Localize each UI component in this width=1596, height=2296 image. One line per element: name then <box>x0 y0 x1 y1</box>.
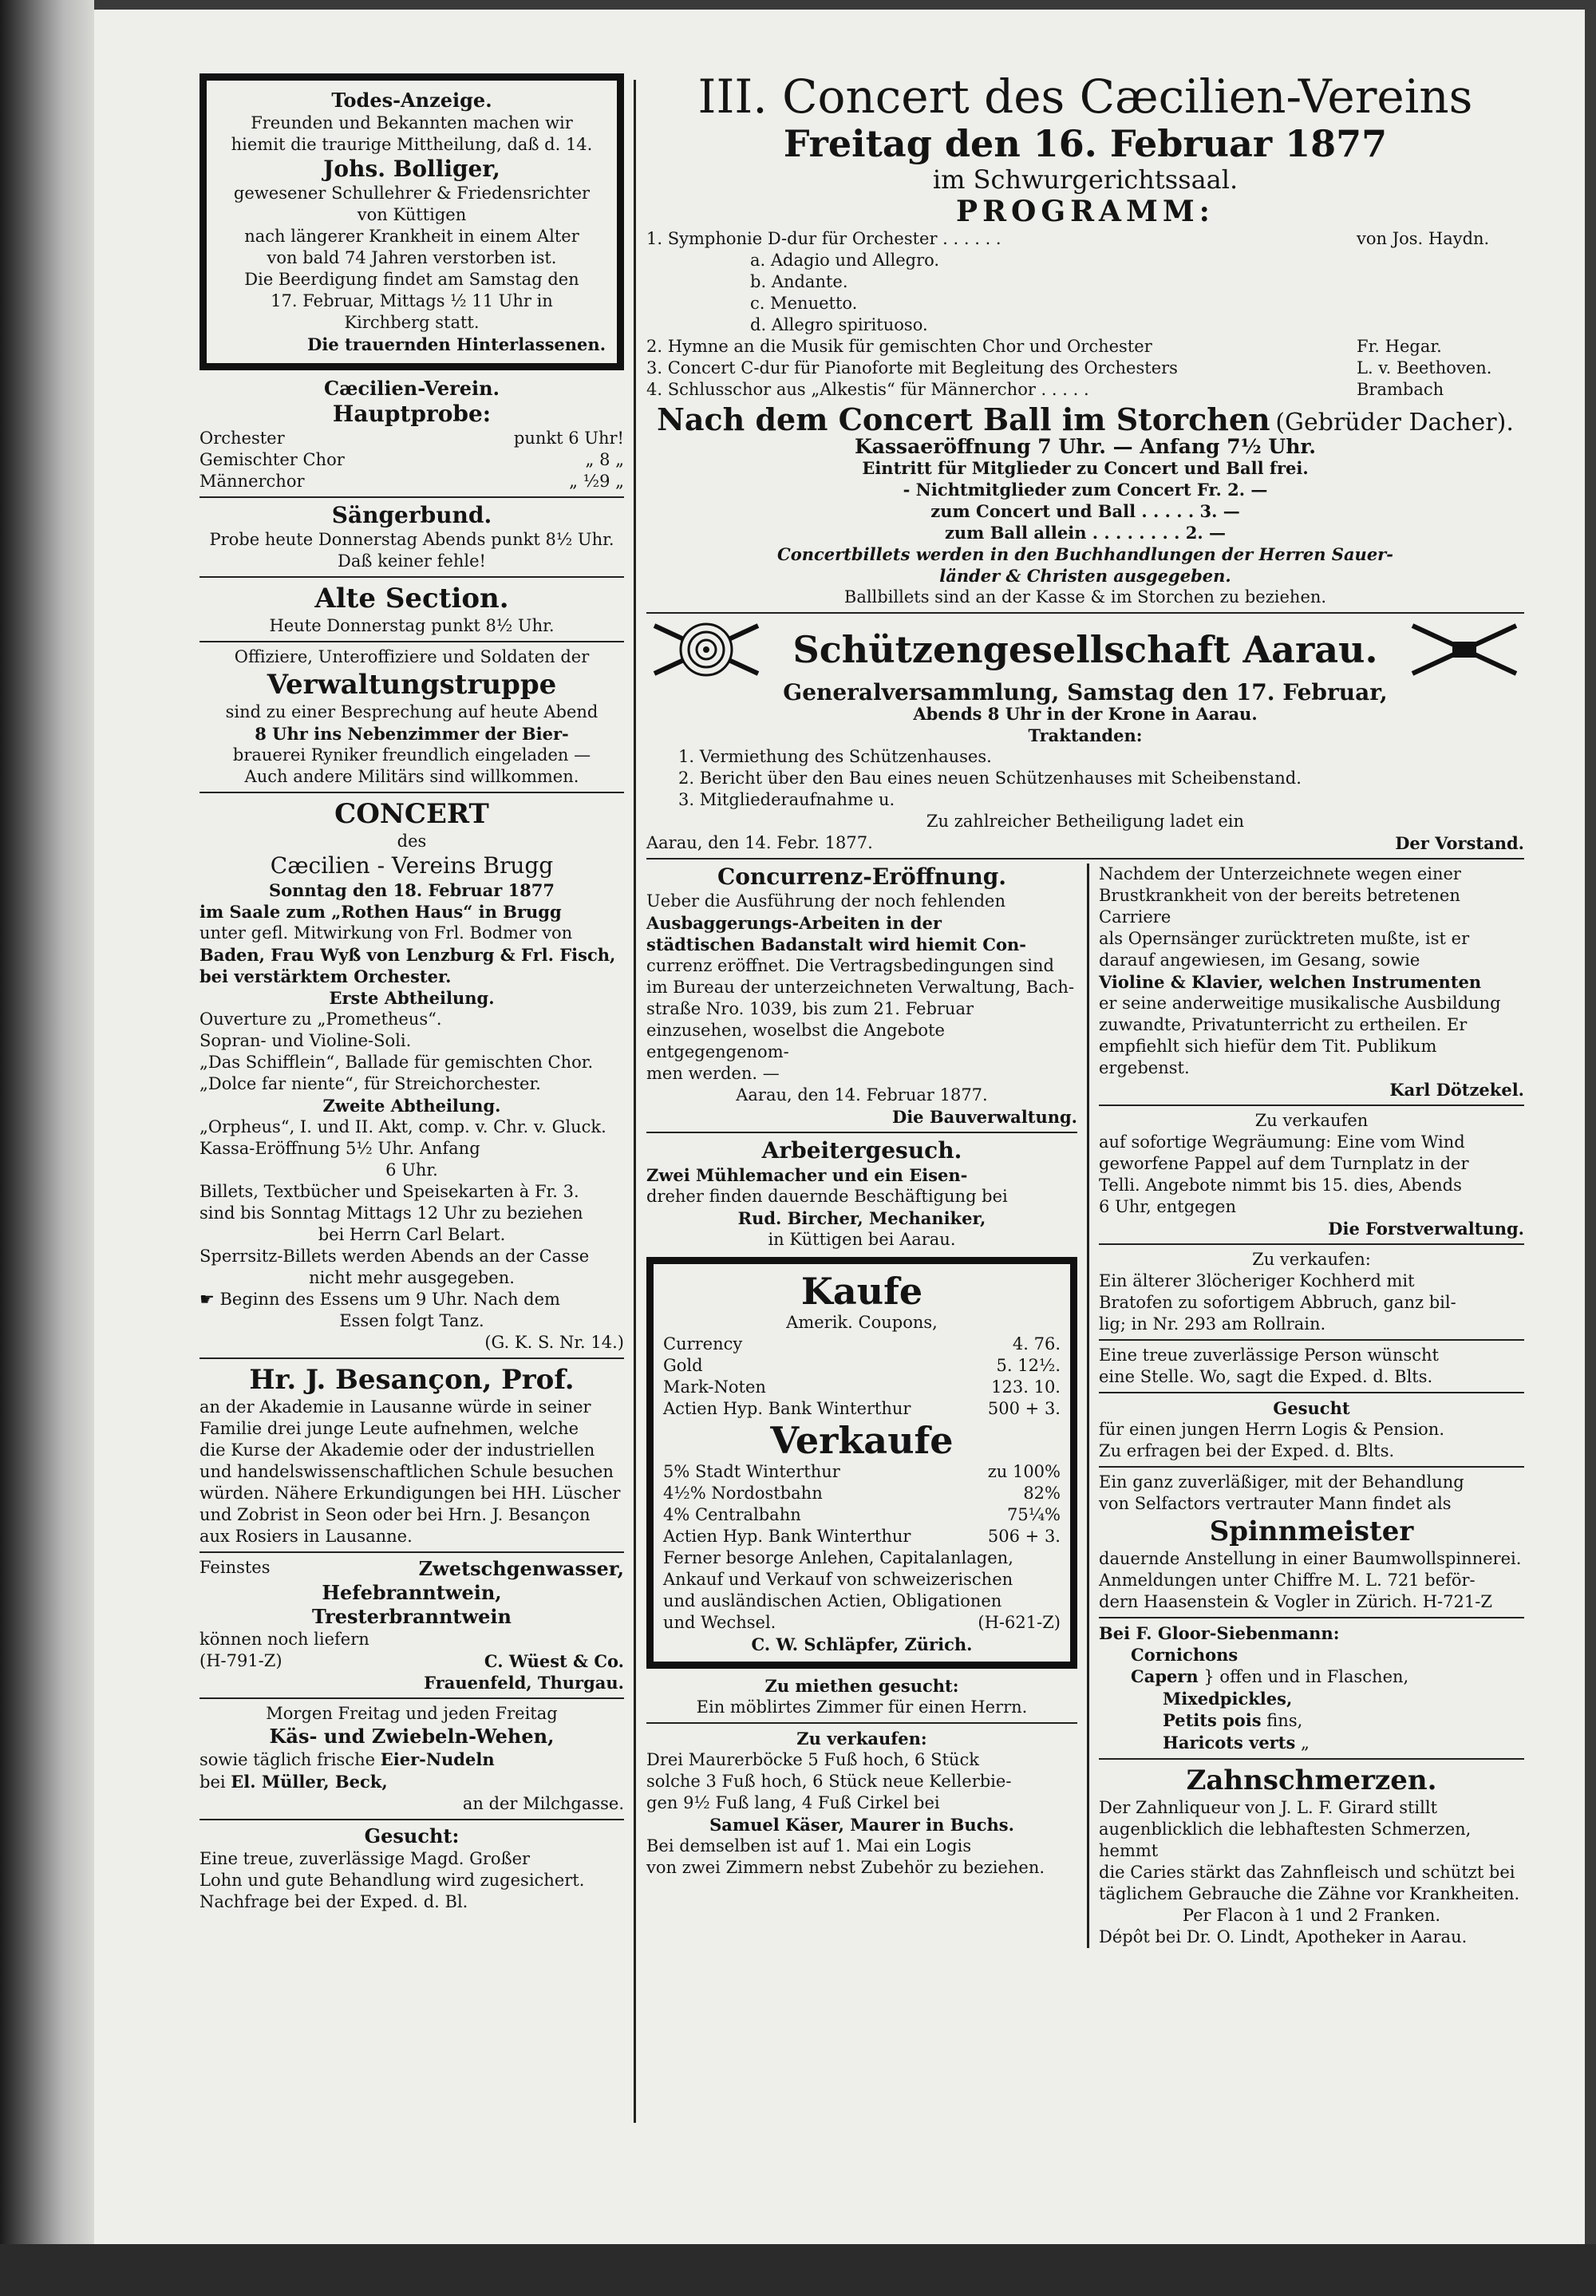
poplar-line: Telli. Angebote nimmt bis 15. dies, Abends <box>1099 1176 1462 1195</box>
death-notice-line: Freunden und Bekannten machen wir <box>251 113 573 132</box>
spinning-line: Anmeldungen unter Chiffre M. L. 721 beför- <box>1099 1571 1476 1590</box>
pickles-item: Petits pois <box>1163 1710 1262 1730</box>
sale-line: Bei demselben ist auf 1. Mai ein Logis <box>646 1836 972 1855</box>
programme-movement: b. Andante. <box>750 272 848 291</box>
saengerbund-title: Sängerbund. <box>331 502 492 528</box>
concurrenz-title: Concurrenz-Eröffnung. <box>717 863 1007 890</box>
concert-heading: CONCERT <box>334 798 489 830</box>
exchange-rate: 82% <box>1023 1484 1061 1503</box>
box-office: Kassaeröffnung 7 Uhr. — Anfang 7½ Uhr. <box>855 435 1316 458</box>
divider <box>200 1551 624 1553</box>
verwaltungstruppe-notice <box>200 646 624 788</box>
spinning-title: Spinnmeister <box>1209 1516 1414 1547</box>
exchange-rate: zu 100% <box>987 1462 1061 1481</box>
concert-line: bei verstärktem Orchester. <box>200 966 452 986</box>
death-notice-title: Todes-Anzeige. <box>331 89 492 112</box>
waehen-ad <box>200 1703 624 1815</box>
divider <box>646 1722 1077 1724</box>
exchange-row <box>663 1398 1061 1420</box>
programme-item <box>646 358 1524 379</box>
concert-line: Sperrsitz-Billets werden Abends an der Casse <box>200 1247 590 1266</box>
besancon-notice <box>200 1363 624 1547</box>
waehen-text: Eier-Nudeln <box>380 1749 495 1769</box>
entry-line: zum Concert und Ball . . . . . 3. — <box>930 501 1240 521</box>
concurrenz-signature: Die Bauverwaltung. <box>891 1107 1077 1127</box>
toothache-line: Dépôt bei Dr. O. Lindt, Apotheker in Aarau. <box>1099 1927 1468 1946</box>
divider <box>200 576 624 578</box>
saengerbund-line: Daß keiner fehle! <box>338 551 486 571</box>
concurrenz-line: straße Nro. 1039, bis zum 21. Februar <box>646 999 974 1018</box>
spirits-row <box>200 1650 624 1672</box>
buy-title: Kaufe <box>800 1270 923 1313</box>
schuetzen-date: Aarau, den 14. Febr. 1877. <box>646 833 873 852</box>
pickles-row <box>1099 1709 1524 1732</box>
spirits-title: Hefebranntwein, <box>322 1581 502 1604</box>
maid-line: Eine treue, zuverlässige Magd. Großer <box>200 1849 531 1868</box>
sale-line: solche 3 Fuß hoch, 6 Stück neue Kellerbie- <box>646 1772 1012 1791</box>
schuetzen-line: Generalversammlung, Samstag den 17. Februar, <box>783 679 1388 705</box>
rent-line: Ein möblirtes Zimmer für einen Herrn. <box>696 1697 1028 1717</box>
exchange-row <box>663 1461 1061 1483</box>
pickles-item: Mixedpickles, <box>1163 1689 1293 1709</box>
divider <box>200 641 624 642</box>
divider <box>646 1132 1077 1133</box>
exchange-rate: 4. 76. <box>1012 1334 1061 1353</box>
exchange-line: Ankauf und Verkauf von schweizerischen <box>663 1570 1013 1589</box>
lodging-title: Gesucht <box>1273 1398 1350 1418</box>
pickles-title: Bei F. Gloor-Siebenmann: <box>1099 1623 1340 1643</box>
scan-bottom-border <box>0 2244 1596 2296</box>
concert-line: „Das Schifflein“, Ballade für gemischten Chor. <box>200 1053 594 1072</box>
exchange-item: 4½% Nordostbahn <box>663 1484 823 1503</box>
pickles-note: „ <box>1300 1733 1310 1753</box>
besancon-line: und handelswissenschaftlichen Schule besuchen <box>200 1462 614 1481</box>
concurrenz-line: Ueber die Ausführung der noch fehlenden <box>646 891 1005 911</box>
death-notice <box>200 73 624 370</box>
exchange-row <box>663 1355 1061 1377</box>
divider <box>1099 1758 1524 1760</box>
pickles-item: Cornichons <box>1131 1645 1238 1665</box>
spirits-firm: C. Wüest & Co. <box>484 1651 624 1671</box>
pickles-row <box>1099 1732 1524 1754</box>
left-column <box>200 70 624 1913</box>
spirits-pre: Feinstes <box>200 1558 271 1577</box>
caecilien-concert <box>646 70 1524 608</box>
saengerbund-notice <box>200 502 624 572</box>
lodging-line: für einen jungen Herrn Logis & Pension. <box>1099 1420 1445 1439</box>
concert-reference: (G. K. S. Nr. 14.) <box>484 1333 624 1352</box>
rehearsal-time: „ ½9 „ <box>569 472 624 491</box>
exchange-rate: 5. 12½. <box>996 1356 1061 1375</box>
exchange-ref: (H-621-Z) <box>978 1613 1061 1632</box>
right-column <box>646 70 1524 1948</box>
concert-line: nicht mehr ausgegeben. <box>309 1268 515 1287</box>
spinning-line: dern Haasenstein & Vogler in Zürich. H-721-Z <box>1099 1592 1492 1611</box>
exchange-signature: C. W. Schläpfer, Zürich. <box>751 1634 973 1654</box>
programme-piece: 2. Hymne an die Musik für gemischten Chor und Orchester <box>646 337 1152 356</box>
lessons-line: als Opernsänger zurücktreten mußte, ist er <box>1099 929 1470 948</box>
besancon-line: und Zobrist in Seon oder bei Hrn. J. Besançon <box>200 1505 591 1524</box>
rehearsal-group: Männerchor <box>200 472 305 491</box>
concurrenz-line: einzusehen, woselbst die Angebote entgegengenom- <box>646 1021 945 1061</box>
saengerbund-line: Probe heute Donnerstag Abends punkt 8½ Uhr. <box>209 530 614 549</box>
lessons-line: empfiehlt sich hiefür dem Tit. Publikum ergebenst. <box>1099 1037 1437 1077</box>
entry-line: Eintritt für Mitglieder zu Concert und Ball frei. <box>862 458 1309 478</box>
divider <box>1099 1617 1524 1618</box>
toothache-line: die Caries stärkt das Zahnfleisch und schützt bei <box>1099 1863 1515 1882</box>
rehearsal-title: Hauptprobe: <box>332 401 492 427</box>
divider <box>646 858 1524 860</box>
stove-title: Zu verkaufen: <box>1252 1250 1371 1269</box>
waehen-text: El. Müller, Beck, <box>231 1772 388 1792</box>
schuetzen-line: Abends 8 Uhr in der Krone in Aarau. <box>913 704 1258 724</box>
programme-movement: d. Allegro spirituoso. <box>750 315 928 334</box>
programme-composer: von Jos. Haydn. <box>1357 229 1490 248</box>
lessons-signature: Karl Dötzekel. <box>1389 1080 1524 1100</box>
exchange-line: Ferner besorge Anlehen, Capitalanlagen, <box>663 1548 1013 1567</box>
death-notice-line: von Küttigen <box>357 205 467 224</box>
divider <box>1099 1392 1524 1393</box>
exchange-row <box>663 1612 1061 1634</box>
maid-line: Nachfrage bei der Exped. d. Bl. <box>200 1892 468 1911</box>
concert-date: Sonntag den 18. Februar 1877 <box>268 880 555 900</box>
concert-line: 6 Uhr. <box>385 1160 438 1180</box>
lessons-line: darauf angewiesen, im Gesang, sowie <box>1099 950 1420 970</box>
exchange-item: Mark-Noten <box>663 1377 766 1397</box>
lodging-line: Zu erfragen bei der Exped. d. Blts. <box>1099 1441 1395 1460</box>
small-ads <box>646 863 1524 1948</box>
exchange-row <box>663 1483 1061 1504</box>
besancon-line: würden. Nähere Erkundigungen bei HH. Lüscher <box>200 1484 621 1503</box>
toothache-title: Zahnschmerzen. <box>1186 1764 1437 1796</box>
entry-line: länder & Christen ausgegeben. <box>939 566 1231 586</box>
arbeiter-line: in Küttigen bei Aarau. <box>768 1230 956 1249</box>
concurrenz-line: men werden. — <box>646 1064 780 1083</box>
spirits-line: können noch liefern <box>200 1630 369 1649</box>
spinning-line: von Selfactors vertrauter Mann findet als <box>1099 1494 1452 1513</box>
brugg-concert <box>200 797 624 1353</box>
alte-section-notice <box>200 582 624 637</box>
verwaltung-line: sind zu einer Besprechung auf heute Abend <box>225 702 598 721</box>
exchange-row <box>663 1334 1061 1355</box>
exchange-row <box>663 1377 1061 1398</box>
rehearsal-row <box>200 449 624 471</box>
schuetzen-agenda-title: Traktanden: <box>1028 725 1143 745</box>
exchange-item: 4% Centralbahn <box>663 1505 801 1524</box>
lessons-line: Brustkrankheit von der bereits betretenen Carriere <box>1099 886 1460 927</box>
besancon-line: die Kurse der Akademie oder der industriellen <box>200 1440 595 1460</box>
waehen-text: sowie täglich frische <box>200 1750 376 1769</box>
pickles-note: fins, <box>1266 1711 1303 1730</box>
waehen-line <box>200 1771 624 1793</box>
exchange-line: und Wechsel. <box>663 1613 776 1632</box>
divider <box>1099 1339 1524 1341</box>
besancon-line: aux Rosiers in Lausanne. <box>200 1527 413 1546</box>
exchange-line: und ausländischen Actien, Obligationen <box>663 1591 1002 1610</box>
sale-line: Drei Maurerböcke 5 Fuß hoch, 6 Stück <box>646 1750 979 1769</box>
schuetzen-notice <box>646 618 1524 854</box>
spirits-title: Zwetschgenwasser, <box>418 1557 624 1580</box>
exchange-item: Actien Hyp. Bank Winterthur <box>663 1527 911 1546</box>
entry-line: Concertbillets werden in den Buchhandlungen der Herren Sauer- <box>777 544 1393 564</box>
divider <box>200 496 624 498</box>
maid-line: Lohn und gute Behandlung wird zugesichert. <box>200 1871 585 1890</box>
spirits-title: Tresterbranntwein <box>312 1605 512 1628</box>
concurrenz-line: im Bureau der unterzeichneten Verwaltung, Bach- <box>646 978 1075 997</box>
column-divider <box>634 80 636 2123</box>
besancon-line: Familie drei junge Leute aufnehmen, welche <box>200 1419 579 1438</box>
death-notice-line: Kirchberg statt. <box>344 313 480 332</box>
death-notice-line: Die Beerdigung findet am Samstag den <box>244 270 579 289</box>
arbeiter-line: Zwei Mühlemacher und ein Eisen- <box>646 1165 968 1185</box>
schuetzen-agenda-item: 1. Vermiethung des Schützenhauses. <box>678 747 992 766</box>
ball-title: Nach dem Concert Ball im Storchen <box>657 401 1270 437</box>
pickles-item: Haricots verts <box>1163 1733 1296 1753</box>
concert-date: Freitag den 16. Februar 1877 <box>783 122 1388 165</box>
poplar-signature: Die Forstverwaltung. <box>1328 1219 1524 1239</box>
exchange-item: Currency <box>663 1334 743 1353</box>
sale-line: Samuel Käser, Maurer in Buchs. <box>709 1815 1014 1835</box>
spinning-line: dauernde Anstellung in einer Baumwollspinnerei. <box>1099 1549 1522 1568</box>
entry-line: zum Ball allein . . . . . . . . 2. — <box>944 523 1227 543</box>
waehen-title: Käs- und Zwiebeln-Wehen, <box>269 1725 555 1748</box>
toothache-line: täglichem Gebrauche die Zähne vor Krankheiten. <box>1099 1884 1520 1903</box>
spirits-head <box>200 1557 624 1581</box>
programme-composer: Brambach <box>1357 380 1444 399</box>
concert-line: ☛ Beginn des Essens um 9 Uhr. Nach dem <box>200 1290 560 1309</box>
sale-line: gen 9½ Fuß lang, 4 Fuß Cirkel bei <box>646 1793 940 1812</box>
arbeiter-title: Arbeitergesuch. <box>761 1137 962 1164</box>
death-notice-line: gewesener Schullehrer & Friedensrichter <box>233 184 591 203</box>
schuetzen-agenda-item: 3. Mitgliederaufnahme u. <box>678 790 895 809</box>
position-line: Eine treue zuverlässige Person wünscht <box>1099 1346 1439 1365</box>
divider <box>200 792 624 793</box>
stove-line: lig; in Nr. 293 am Rollrain. <box>1099 1314 1326 1334</box>
divider <box>200 1357 624 1359</box>
concert-line: unter gefl. Mitwirkung von Frl. Bodmer von <box>200 923 573 943</box>
besancon-title: Hr. J. Besançon, Prof. <box>249 1364 575 1396</box>
exchange-row <box>663 1504 1061 1526</box>
divider <box>1099 1243 1524 1245</box>
waehen-line: Morgen Freitag und jeden Freitag <box>266 1704 558 1723</box>
stove-line: Bratofen zu sofortigem Abbruch, ganz bil- <box>1099 1293 1456 1312</box>
verwaltung-line: brauerei Ryniker freundlich eingeladen — <box>232 745 591 765</box>
toothache-line: augenblicklich die lebhaftesten Schmerzen, hemmt <box>1099 1820 1472 1860</box>
rehearsal-group: Orchester <box>200 429 285 448</box>
concurrenz-line: Aarau, den 14. Februar 1877. <box>736 1085 988 1105</box>
programme-item <box>646 336 1524 358</box>
divider <box>200 1819 624 1820</box>
lessons-line: er seine anderweitige musikalische Ausbildung <box>1099 994 1501 1013</box>
schuetzen-title: Schützengesellschaft Aarau. <box>792 628 1378 671</box>
caecilien-title: Cæcilien-Verein. <box>324 377 500 400</box>
programme-item <box>646 379 1524 401</box>
concurrenz-line: städtischen Badanstalt wird hiemit Con- <box>646 935 1026 954</box>
deceased-name: Johs. Bolliger, <box>323 156 500 182</box>
rehearsal-time: „ 8 „ <box>585 450 624 469</box>
poplar-line: geworfene Pappel auf dem Turnplatz in der <box>1099 1154 1469 1173</box>
exchange-item: Actien Hyp. Bank Winterthur <box>663 1399 911 1418</box>
waehen-text: bei <box>200 1772 226 1792</box>
sale-title: Zu verkaufen: <box>796 1729 927 1749</box>
schuetzen-agenda-item: 2. Bericht über den Bau eines neuen Schützenhauses mit Scheibenstand. <box>678 769 1302 788</box>
exchange-rate: 75¼% <box>1006 1505 1061 1524</box>
concert-subtitle: Cæcilien - Vereins Brugg <box>270 852 554 879</box>
programme-heading: PROGRAMM: <box>956 195 1215 228</box>
lessons-line: Nachdem der Unterzeichnete wegen einer <box>1099 864 1461 883</box>
concert-line: Baden, Frau Wyß von Lenzburg & Frl. Fisch, <box>200 945 616 965</box>
rehearsal-row <box>200 428 624 449</box>
exchange-rate: 500 + 3. <box>987 1399 1061 1418</box>
divider <box>1099 1105 1524 1106</box>
programme-piece: 3. Concert C-dur für Pianoforte mit Begleitung des Orchesters <box>646 358 1178 377</box>
concert-line: Kassa-Eröffnung 5½ Uhr. Anfang <box>200 1139 480 1158</box>
lessons-line: zuwandte, Privatunterricht zu ertheilen. Er <box>1099 1015 1468 1034</box>
sell-title: Verkaufe <box>770 1419 954 1462</box>
concert-line: bei Herrn Carl Belart. <box>318 1225 506 1244</box>
schuetzen-signature: Der Vorstand. <box>1395 833 1524 853</box>
pickles-row: Capern } offen und in Flaschen, <box>1131 1666 1409 1686</box>
pickles-note: offen und in Flaschen, <box>1219 1667 1409 1686</box>
lessons-line: Violine & Klavier, welchen Instrumenten <box>1099 972 1482 992</box>
rehearsal-row <box>200 471 624 492</box>
concert-line: des <box>397 832 427 851</box>
concert-title: III. Concert des Cæcilien-Vereins <box>697 69 1473 124</box>
poplar-title: Zu verkaufen <box>1254 1111 1369 1130</box>
waehen-line <box>200 1749 624 1771</box>
concert-line: „Dolce far niente“, für Streichorchester. <box>200 1074 541 1093</box>
death-notice-line: von bald 74 Jahren verstorben ist. <box>267 248 557 267</box>
divider <box>1099 1466 1524 1468</box>
small-ads-right <box>1089 863 1524 1948</box>
pickles-item: Capern <box>1131 1666 1199 1686</box>
concert-line: sind bis Sonntag Mittags 12 Uhr zu beziehen <box>200 1203 583 1223</box>
besancon-line: an der Akademie in Lausanne würde in seiner <box>200 1397 591 1417</box>
programme-movement: c. Menuetto. <box>750 294 858 313</box>
toothache-line: Per Flacon à 1 und 2 Franken. <box>1182 1906 1441 1925</box>
alte-section-title: Alte Section. <box>314 583 509 615</box>
death-notice-signature: Die trauernden Hinterlassenen. <box>307 334 606 354</box>
spirits-place: Frauenfeld, Thurgau. <box>424 1673 624 1693</box>
verwaltung-line: Auch andere Militärs sind willkommen. <box>244 767 579 786</box>
exchange-row <box>663 1526 1061 1547</box>
concert-line: „Orpheus“, I. und II. Akt, comp. v. Chr. v. Gluck. <box>200 1117 606 1136</box>
concert-line: Essen folgt Tanz. <box>339 1311 484 1330</box>
exchange-line: Amerik. Coupons, <box>786 1313 938 1332</box>
exchange-item: Gold <box>663 1356 703 1375</box>
schuetzen-footer <box>646 832 1524 854</box>
rent-title: Zu miethen gesucht: <box>764 1676 959 1696</box>
maid-title: Gesucht: <box>364 1824 460 1847</box>
exchange-box <box>646 1257 1077 1669</box>
concurrenz-line: currenz eröffnet. Die Vertragsbedingungen sind <box>646 956 1054 975</box>
entry-line: Ballbillets sind an der Kasse & im Storchen zu beziehen. <box>843 587 1327 607</box>
exchange-rate: 506 + 3. <box>987 1527 1061 1546</box>
exchange-rate: 123. 10. <box>991 1377 1061 1397</box>
poplar-line: 6 Uhr, entgegen <box>1099 1197 1236 1216</box>
ball-line <box>646 401 1524 437</box>
programme-movement: a. Adagio und Allegro. <box>750 251 940 270</box>
target-rifles-icon <box>646 618 766 682</box>
concert-line: Sopran- und Violine-Soli. <box>200 1031 412 1050</box>
entry-line: - Nichtmitglieder zum Concert Fr. 2. — <box>903 480 1268 500</box>
programme-composer: L. v. Beethoven. <box>1357 358 1492 377</box>
position-line: eine Stelle. Wo, sagt die Exped. d. Blts. <box>1099 1367 1433 1386</box>
spinning-line: Ein ganz zuverläßiger, mit der Behandlung <box>1099 1472 1464 1492</box>
death-notice-line: hiemit die traurige Mittheilung, daß d. 14. <box>231 135 593 154</box>
spirits-ref: (H-791-Z) <box>200 1651 282 1670</box>
verwaltung-line: 8 Uhr ins Nebenzimmer der Bier- <box>255 724 569 744</box>
waehen-line: an der Milchgasse. <box>462 1794 624 1813</box>
stove-line: Ein älterer 3löcheriger Kochherd mit <box>1099 1271 1415 1290</box>
verwaltung-title: Verwaltungstruppe <box>267 669 557 701</box>
alte-section-line: Heute Donnerstag punkt 8½ Uhr. <box>269 616 555 635</box>
concert-part-heading: Erste Abtheilung. <box>329 988 495 1008</box>
caecilien-rehearsal <box>200 377 624 492</box>
maid-wanted <box>200 1824 624 1913</box>
programme-piece: 1. Symphonie D-dur für Orchester . . . . . . <box>646 229 1001 248</box>
sale-line: von zwei Zimmern nebst Zubehör zu beziehen. <box>646 1858 1045 1877</box>
programme-composer: Fr. Hegar. <box>1357 337 1442 356</box>
concurrenz-line: Ausbaggerungs-Arbeiten in der <box>646 913 942 933</box>
programme-item <box>646 228 1524 250</box>
toothache-line: Der Zahnliqueur von J. L. F. Girard stillt <box>1099 1798 1438 1817</box>
schuetzen-header <box>646 618 1524 682</box>
concert-line: Billets, Textbücher und Speisekarten à Fr. 3. <box>200 1182 579 1201</box>
poplar-line: auf sofortige Wegräumung: Eine vom Wind <box>1099 1132 1465 1152</box>
crossed-rifles-icon <box>1404 618 1524 682</box>
rehearsal-group: Gemischter Chor <box>200 450 345 469</box>
death-notice-line: 17. Februar, Mittags ½ 11 Uhr in <box>271 291 553 310</box>
programme-piece: 4. Schlusschor aus „Alkestis“ für Männerchor . . . . . <box>646 380 1089 399</box>
book-binding-edge <box>0 0 94 2296</box>
schuetzen-line: Zu zahlreicher Betheiligung ladet ein <box>926 812 1245 831</box>
verwaltung-line: Offiziere, Unteroffiziere und Soldaten der <box>234 647 590 666</box>
divider <box>200 1697 624 1699</box>
concert-line: Ouverture zu „Prometheus“. <box>200 1010 442 1029</box>
spirits-ad <box>200 1557 624 1693</box>
exchange-item: 5% Stadt Winterthur <box>663 1462 840 1481</box>
small-ads-left <box>646 863 1089 1948</box>
divider <box>646 612 1524 614</box>
death-notice-line: nach längerer Krankheit in einem Alter <box>244 227 579 246</box>
ball-host: (Gebrüder Dacher). <box>1275 409 1514 437</box>
arbeiter-line: Rud. Bircher, Mechaniker, <box>737 1208 986 1228</box>
arbeiter-line: dreher finden dauernde Beschäftigung bei <box>646 1187 1008 1206</box>
rehearsal-time: punkt 6 Uhr! <box>513 429 624 448</box>
concert-part-heading: Zweite Abtheilung. <box>322 1096 501 1116</box>
concert-line: im Saale zum „Rothen Haus“ in Brugg <box>200 902 562 922</box>
concert-place: im Schwurgerichtssaal. <box>932 164 1238 195</box>
